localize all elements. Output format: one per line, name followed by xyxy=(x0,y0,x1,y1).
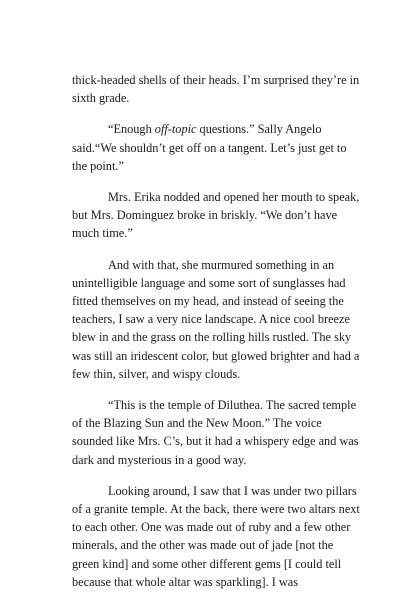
paragraph-3: Mrs. Erika nodded and opened her mouth to speak, but Mrs. Dominguez broke in briskly. “We don’t have much time.” xyxy=(72,190,360,241)
paragraph-2-lead: “Enough xyxy=(108,122,155,137)
paragraph-2-rest: questions.” Sally Angelo said.“We shouldn’t get off on a tangent. Let’s just get to the point.” xyxy=(72,122,347,173)
paragraph-5: “This is the temple of Diluthea. The sacred temple of the Blazing Sun and the New Moon.” The voice sounded like Mrs. C’s, but it had a whispery edge and was dark and mysterious in a good way. xyxy=(72,398,359,467)
paragraph-2 xyxy=(72,120,360,175)
paragraph-1: thick-headed shells of their heads. I’m surprised they’re in sixth grade. xyxy=(72,73,360,106)
paragraph-6: Looking around, I saw that I was under two pillars of a granite temple. At the back, there were two altars next to each other. One was made out of ruby and a few other minerals, and the other was made out of jade [not the green kind] and some other different gems [I could tell because that whole altar was sparkling]. I was xyxy=(72,483,360,589)
paragraph-4: And with that, she murmured something in an unintelligible language and some sort of sunglasses had fitted themselves on my head, and instead of seeing the teachers, I saw a very nice landscape. A nice cool breeze blew in and the grass on the rolling hills rustled. The sky was still an iridescent color, but glowed brighter and had a few thin, silver, and wispy clouds. xyxy=(72,257,360,381)
paragraph-2-emphasis: off-topic xyxy=(154,122,197,137)
document-page xyxy=(72,71,360,604)
